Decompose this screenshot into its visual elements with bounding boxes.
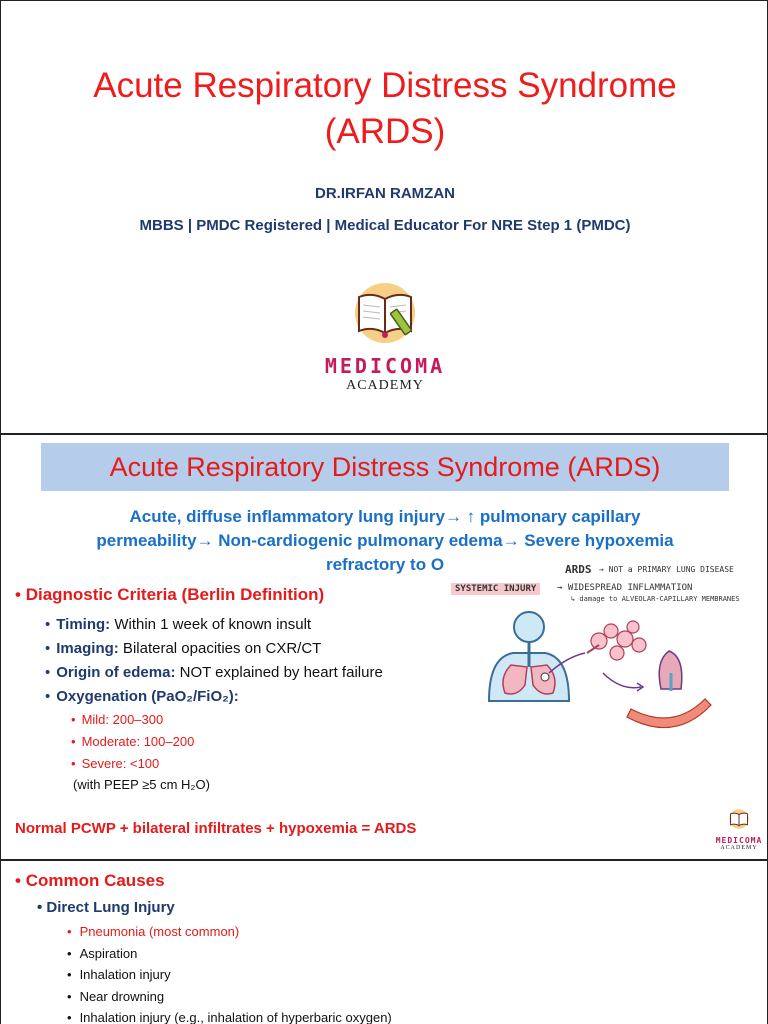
slide-title-line1: Acute Respiratory Distress Syndrome bbox=[93, 66, 677, 105]
summary-line: permeability→ Non-cardiogenic pulmonary edema→ Severe hypoxemia bbox=[96, 531, 674, 550]
criteria-item-edema: • Origin of edema: NOT explained by heart failure bbox=[45, 661, 435, 685]
criteria-item-imaging: • Imaging: Bilateral opacities on CXR/CT bbox=[45, 637, 435, 661]
author-credentials: MBBS | PMDC Registered | Medical Educator For NRE Step 1 (PMDC) bbox=[139, 217, 631, 234]
criteria-list bbox=[45, 613, 435, 709]
list-item: • Near drowning bbox=[67, 986, 392, 1008]
criteria-item-timing: • Timing: Within 1 week of known insult bbox=[45, 613, 435, 637]
slide-banner-title: Acute Respiratory Distress Syndrome (ARDS) bbox=[41, 443, 729, 491]
membrane-damage-label: ↳ damage to ALVEOLAR-CAPILLARY MEMBRANES bbox=[571, 595, 740, 603]
peep-note: (with PEEP ≥5 cm H₂O) bbox=[73, 777, 210, 792]
slide-title-line2: (ARDS) bbox=[324, 112, 446, 151]
ards-illustration bbox=[449, 561, 767, 731]
systemic-injury-label: SYSTEMIC INJURY bbox=[451, 583, 540, 595]
severity-list bbox=[71, 709, 435, 775]
logo-word: MEDICOMA bbox=[324, 354, 446, 378]
title-slide bbox=[0, 0, 768, 434]
criteria-heading: • Diagnostic Criteria (Berlin Definition) bbox=[15, 585, 325, 604]
logo-subtitle: ACADEMY bbox=[346, 378, 424, 393]
logo-subtitle: ACADEMY bbox=[720, 845, 758, 851]
severity-mild: • Mild: 200–300 bbox=[71, 709, 435, 731]
severity-severe: • Severe: <100 bbox=[71, 753, 435, 775]
causes-slide bbox=[0, 860, 768, 1024]
summary-line: Acute, diffuse inflammatory lung injury→ ↑ pulmonary capillary bbox=[129, 507, 641, 526]
definition-slide bbox=[0, 434, 768, 860]
severity-moderate: • Moderate: 100–200 bbox=[71, 731, 435, 753]
lung-illustration-icon bbox=[449, 561, 767, 731]
widespread-inflammation-label: → WIDESPREAD INFLAMMATION bbox=[557, 583, 693, 593]
author-name: DR.IRFAN RAMZAN bbox=[315, 185, 455, 202]
list-item: • Inhalation injury (e.g., inhalation of hyperbaric oxygen) bbox=[67, 1007, 392, 1024]
list-item: • Pneumonia (most common) bbox=[67, 921, 392, 943]
list-item: • Inhalation injury bbox=[67, 964, 392, 986]
book-pencil-icon bbox=[726, 807, 752, 831]
medicoma-logo bbox=[301, 279, 469, 394]
ards-note: → NOT a PRIMARY LUNG DISEASE bbox=[599, 565, 734, 574]
slide-title bbox=[1, 63, 768, 155]
book-pencil-icon bbox=[345, 279, 425, 347]
criteria-item-oxygenation: • Oxygenation (PaO₂/FiO₂): bbox=[45, 685, 435, 709]
direct-injury-heading: • Direct Lung Injury bbox=[37, 899, 175, 916]
logo-word: MEDICOMA bbox=[715, 836, 763, 845]
medicoma-logo bbox=[713, 807, 765, 851]
ards-label: ARDS bbox=[565, 563, 592, 576]
summary-line: refractory to O bbox=[325, 555, 445, 574]
diagnostic-criteria bbox=[15, 585, 435, 795]
causes-heading: • Common Causes bbox=[15, 871, 165, 890]
ards-equation: Normal PCWP + bilateral infiltrates + hypoxemia = ARDS bbox=[15, 820, 417, 837]
causes-list bbox=[67, 921, 392, 1024]
list-item: • Aspiration bbox=[67, 943, 392, 965]
